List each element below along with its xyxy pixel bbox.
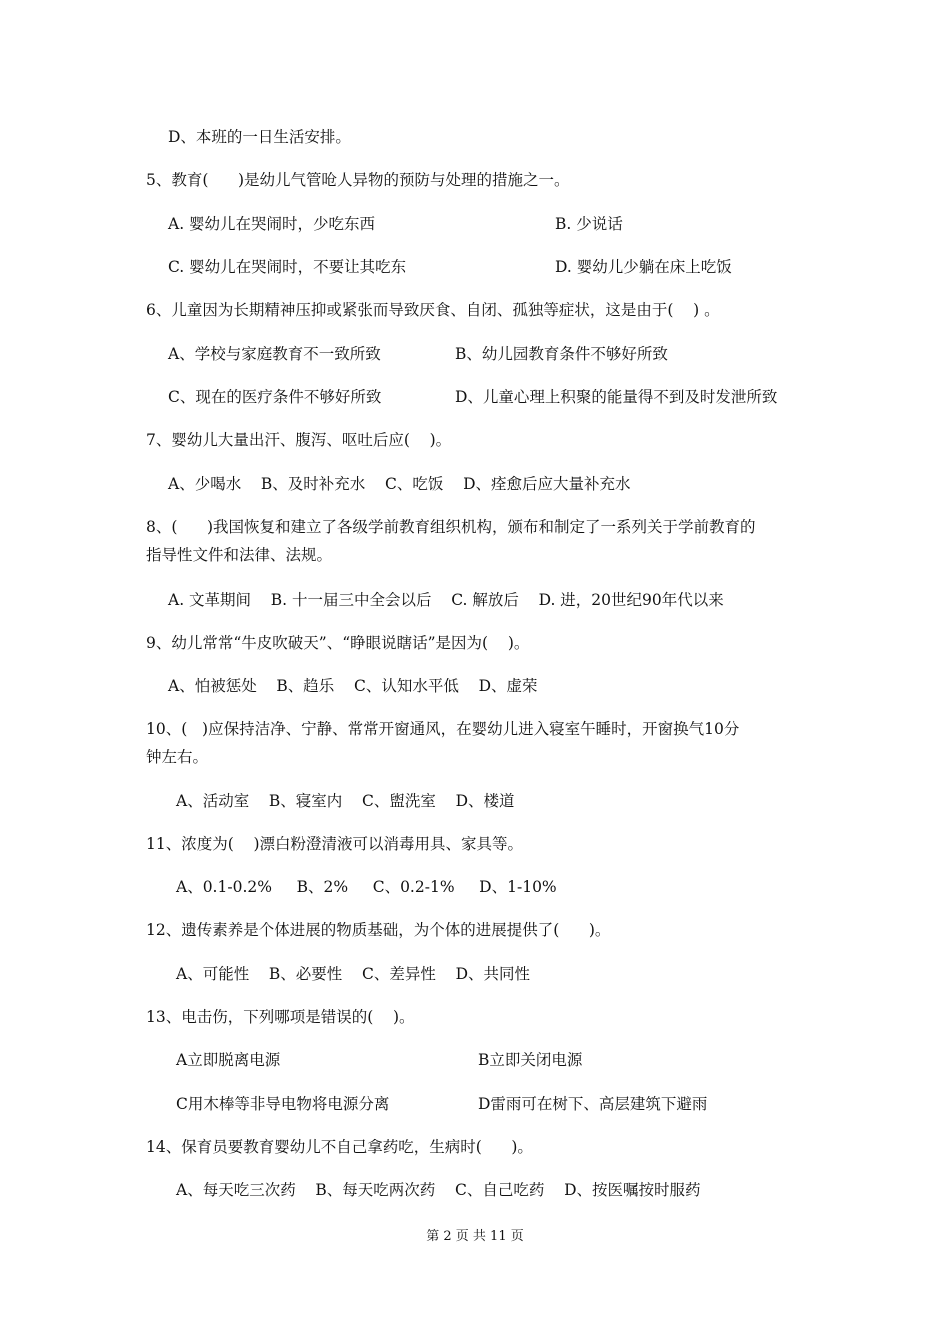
option-5c: C. 婴幼儿在哭闹时，不要让其吃东 (168, 258, 407, 276)
options-8: A. 文革期间 B. 十一届三中全会以后 C. 解放后 D. 进，20世纪90年代以来 (168, 591, 724, 609)
option-6b: B、幼儿园教育条件不够好所致 (455, 345, 668, 363)
option-6d: D、儿童心理上积聚的能量得不到及时发泄所致 (455, 388, 778, 406)
question-12: 12、遗传素养是个体进展的物质基础，为个体的进展提供了( )。 (146, 921, 611, 939)
question-7: 7、婴幼儿大量出汗、腹泻、呕吐后应( )。 (146, 431, 452, 449)
question-5: 5、教育( )是幼儿气管呛人异物的预防与处理的措施之一。 (146, 171, 570, 189)
question-11: 11、浓度为( )漂白粉澄清液可以消毒用具、家具等。 (146, 835, 524, 853)
option-5d: D. 婴幼儿少躺在床上吃饭 (555, 258, 732, 276)
option-6c: C、现在的医疗条件不够好所致 (168, 388, 382, 406)
option-5a: A. 婴幼儿在哭闹时，少吃东西 (168, 215, 376, 233)
question-10: 10、( )应保持洁净、宁静、常常开窗通风，在婴幼儿进入寝室午睡时，开窗换气10分 (146, 720, 740, 738)
question-8-cont: 指导性文件和法律、法规。 (146, 546, 333, 564)
options-10: A、活动室 B、寝室内 C、盥洗室 D、楼道 (176, 792, 515, 810)
question-14: 14、保育员要教育婴幼儿不自己拿药吃，生病时( )。 (146, 1138, 533, 1156)
options-9: A、怕被惩处 B、趋乐 C、认知水平低 D、虚荣 (168, 677, 538, 695)
question-10-cont: 钟左右。 (146, 748, 209, 766)
page-footer: 第 2 页 共 11 页 (426, 1229, 524, 1244)
option-13d: D雷雨可在树下、高层建筑下避雨 (478, 1095, 708, 1113)
question-9: 9、幼儿常常“牛皮吹破天”、“睁眼说瞎话”是因为( )。 (146, 634, 530, 652)
option-6a: A、学校与家庭教育不一致所致 (168, 345, 381, 363)
option-5b: B. 少说话 (555, 215, 623, 233)
question-8: 8、( )我国恢复和建立了各级学前教育组织机构，颁布和制定了一系列关于学前教育的 (146, 518, 756, 536)
option-13c: C用木棒等非导电物将电源分离 (176, 1095, 390, 1113)
options-7: A、少喝水 B、及时补充水 C、吃饭 D、痊愈后应大量补充水 (168, 475, 631, 493)
options-12: A、可能性 B、必要性 C、差异性 D、共同性 (176, 965, 530, 983)
option-13b: B立即关闭电源 (478, 1051, 583, 1069)
question-13: 13、电击伤，下列哪项是错误的( )。 (146, 1008, 415, 1026)
option-13a: A立即脱离电源 (176, 1051, 281, 1069)
options-14: A、每天吃三次药 B、每天吃两次药 C、自己吃药 D、按医嘱按时服药 (176, 1181, 701, 1199)
options-11: A、0.1-0.2% B、2% C、0.2-1% D、1-10% (176, 878, 557, 896)
option-4d: D、本班的一日生活安排。 (168, 128, 351, 146)
question-6: 6、儿童因为长期精神压抑或紧张而导致厌食、自闭、孤独等症状，这是由于( ) 。 (146, 301, 720, 319)
